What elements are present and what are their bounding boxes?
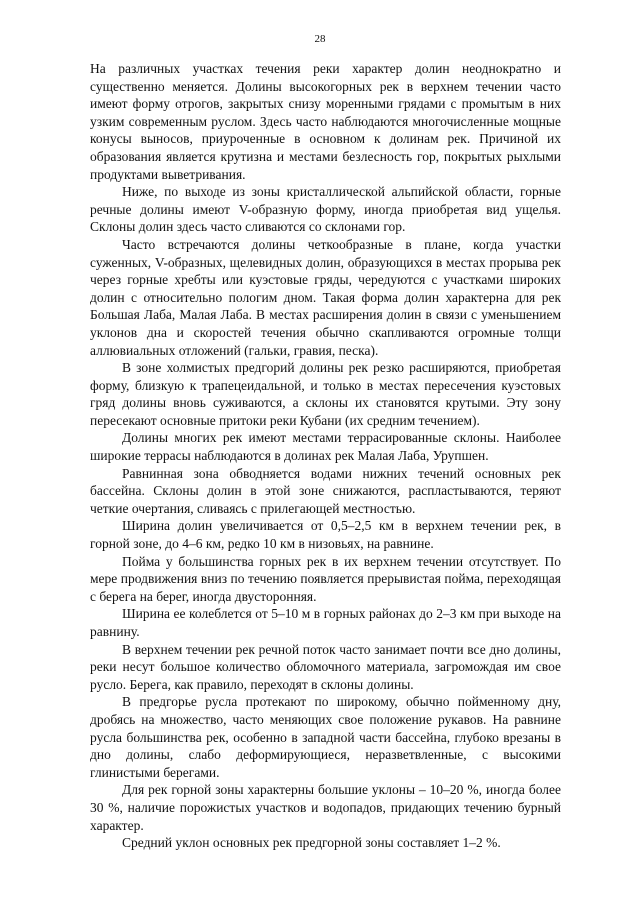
paragraph: Равнинная зона обводняется водами нижних течений основных рек бассейна. Склоны долин в этой зоне снижаются, распластываются, теряют четкие очертания, сливаясь с прилегающей местностью.	[90, 465, 561, 516]
paragraph: Ширина долин увеличивается от 0,5–2,5 км в верхнем течении рек, в горной зоне, до 4–6 км, редко 10 км в низовьях, на равнине.	[90, 518, 561, 552]
paragraph: На различных участках течения реки характер долин неоднократно и существенно меняется. Долины высокогорных рек в верхнем течении часто имеют форму отрогов, закрытых снизу моренными грядами с промытым в них узким современным руслом. Здесь часто наблюдаются многочисленные мощные конусы выносов, приуроченные в основном к долинам рек. Причиной их образования является крутизна и местами безлесность гор, покрытых рыхлыми продуктами выветривания.	[90, 61, 561, 182]
paragraph: Ширина ее колеблется от 5–10 м в горных районах до 2–3 км при выходе на равнину.	[90, 606, 561, 639]
paragraph: Долины многих рек имеют местами террасированные склоны. Наиболее широкие террасы наблюдаются в долинах рек Малая Лаба, Урупшен.	[90, 430, 561, 464]
paragraph: В зоне холмистых предгорий долины рек резко расширяются, приобретая форму, близкую к трапецеидальной, и только в местах пересечения куэстовых гряд долины вновь суживаются, а склоны их становятся крутыми. Эту зону пересекают основные притоки реки Кубани (их средним течением).	[90, 360, 561, 428]
paragraph: В верхнем течении рек речной поток часто занимает почти все дно долины, реки несут большое количество обломочного материала, загромождая им свое русло. Берега, как правило, переходят в склоны долины.	[90, 641, 561, 692]
paragraph: В предгорье русла протекают по широкому, обычно пойменному дну, дробясь на множество, часто меняющих свое положение рукавов. На равнине русла большинства рек, особенно в западной части бассейна, глубоко врезаны в дно долины, слабо деформирующиеся, неразветвленные, с высокими глинистыми берегами.	[90, 694, 561, 780]
paragraph: Для рек горной зоны характерны большие уклоны – 10–20 %, иногда более 30 %, наличие порожистых участков и водопадов, придающих течению бурный характер.	[90, 782, 561, 833]
paragraph: Ниже, по выходе из зоны кристаллической альпийской области, горные речные долины имеют V-образную форму, иногда приобретая вид ущелья. Склоны долин здесь часто сливаются со склонами гор.	[90, 184, 561, 235]
paragraph: Часто встречаются долины четкообразные в плане, когда участки суженных, V-образных, щелевидных долин, образующихся в местах прорыва рек через горные хребты или куэстовые гряды, чередуются с участками широких долин с относительно пологим дном. Такая форма долин характерна для рек Большая Лаба, Малая Лаба. В местах расширения долин в связи с уменьшением уклонов дна и скоростей течения обычно скапливаются огромные толщи аллювиальных отложений (гальки, гравия, песка).	[90, 236, 561, 358]
paragraph: Пойма у большинства горных рек в их верхнем течении отсутствует. По мере продвижения вниз по течению появляется прерывистая пойма, переходящая с берега на берег, иногда двусторонняя.	[90, 553, 561, 604]
body-text	[90, 60, 561, 852]
paragraph: Средний уклон основных рек предгорной зоны составляет 1–2 %.	[122, 835, 501, 851]
page-number: 28	[314, 33, 326, 45]
